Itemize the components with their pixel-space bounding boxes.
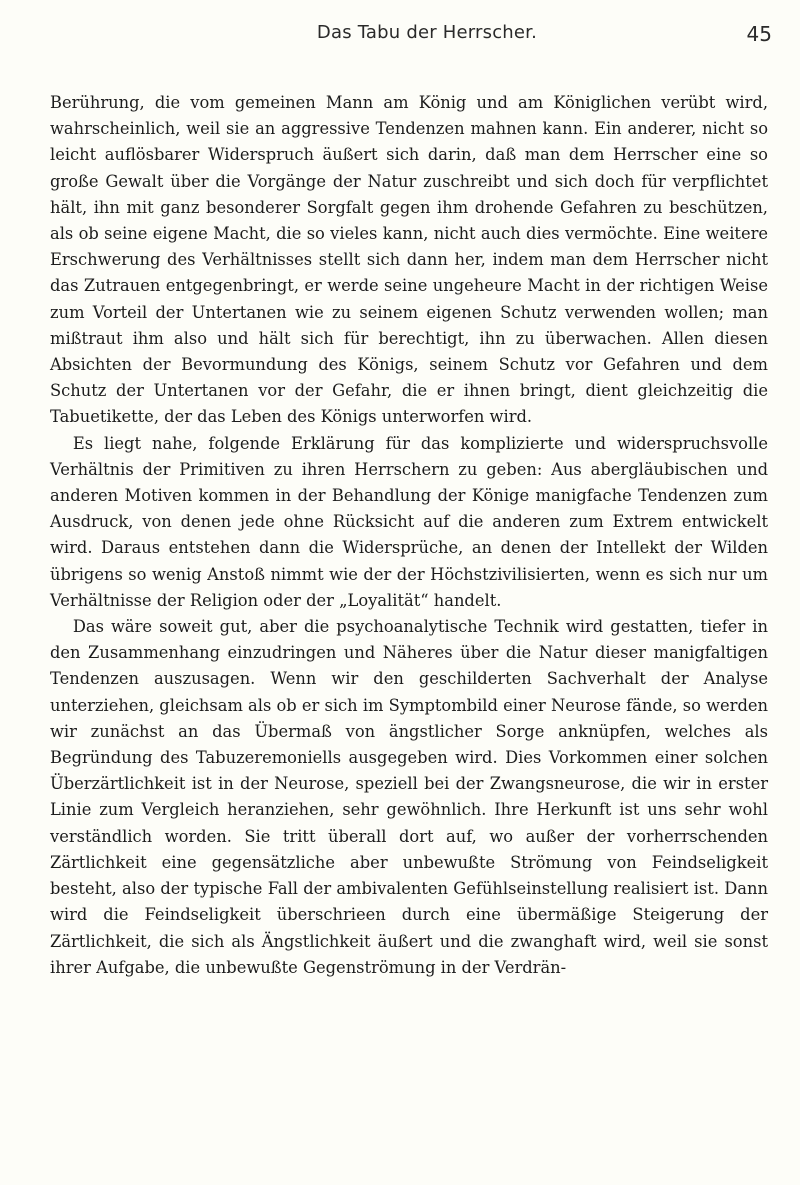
page-number: 45: [746, 22, 772, 46]
running-head: [82, 20, 772, 60]
paragraph-1: Berührung, die vom gemeinen Mann am König und am Königlichen verübt wird, wahrscheinlich, weil sie an aggressive Tendenzen mahnen kann. Ein anderer, nicht so leicht auflösbarer Widerspruch äußert sich darin, daß man dem Herrscher eine so große Gewalt über die Vorgänge der Natur zuschreibt und sich doch für verpflichtet hält, ihn mit ganz besonderer Sorgfalt gegen ihm drohende Gefahren zu beschützen, als ob seine eigene Macht, die so vieles kann, nicht auch dies vermöchte. Eine weitere Erschwerung des Verhältnisses stellt sich dann her, indem man dem Herrscher nicht das Zutrauen entgegenbringt, er werde seine ungeheure Macht in der richtigen Weise zum Vorteil der Untertanen wie zu seinem eigenen Schutz verwenden wollen; man mißtraut ihm also und hält sich für berechtigt, ihn zu überwachen. Allen diesen Absichten der Bevormundung des Königs, seinem Schutz vor Gefahren und dem Schutz der Untertanen vor der Gefahr, die er ihnen bringt, dient gleichzeitig die Tabuetikette, der das Leben des Königs unterworfen wird.: [50, 93, 768, 427]
paragraph-2: Es liegt nahe, folgende Erklärung für das komplizierte und widerspruchsvolle Verhältnis der Primitiven zu ihren Herrschern zu geben: Aus abergläubischen und anderen Motiven kommen in der Behandlung der Könige manigfache Tendenzen zum Ausdruck, von denen jede ohne Rücksicht auf die anderen zum Extrem entwickelt wird. Daraus entstehen dann die Widersprüche, an denen der Intellekt der Wilden übrigens so wenig Anstoß nimmt wie der der Höchstzivilisierten, wenn es sich nur um Verhältnisse der Religion oder der „Loyalität“ handelt.: [50, 433, 768, 610]
body-text: [50, 90, 768, 981]
running-title: Das Tabu der Herrscher.: [316, 22, 538, 43]
paragraph-3: Das wäre soweit gut, aber die psychoanalytische Technik wird gestatten, tiefer in den Zusammenhang einzudringen und Näheres über die Natur dieser manigfaltigen Tendenzen auszusagen. Wenn wir den geschilderten Sachverhalt der Analyse unterziehen, gleichsam als ob er sich im Symptombild einer Neurose fände, so werden wir zunächst an das Übermaß von ängstlicher Sorge anknüpfen, welches als Begründung des Tabuzeremoniells ausgegeben wird. Dies Vorkommen einer solchen Überzärtlichkeit ist in der Neurose, speziell bei der Zwangsneurose, die wir in erster Linie zum Vergleich heranziehen, sehr gewöhnlich. Ihre Herkunft ist uns sehr wohl verständlich worden. Sie tritt überall dort auf, wo außer der vorherrschenden Zärtlichkeit eine gegensätzliche aber unbewußte Strömung von Feindseligkeit besteht, also der typische Fall der ambivalenten Gefühlseinstellung realisiert ist. Dann wird die Feindseligkeit überschrieen durch eine übermäßige Steigerung der Zärtlichkeit, die sich als Ängstlichkeit äußert und die zwanghaft wird, weil sie sonst ihrer Aufgabe, die unbewußte Gegenströmung in der Verdrän-: [50, 617, 768, 977]
